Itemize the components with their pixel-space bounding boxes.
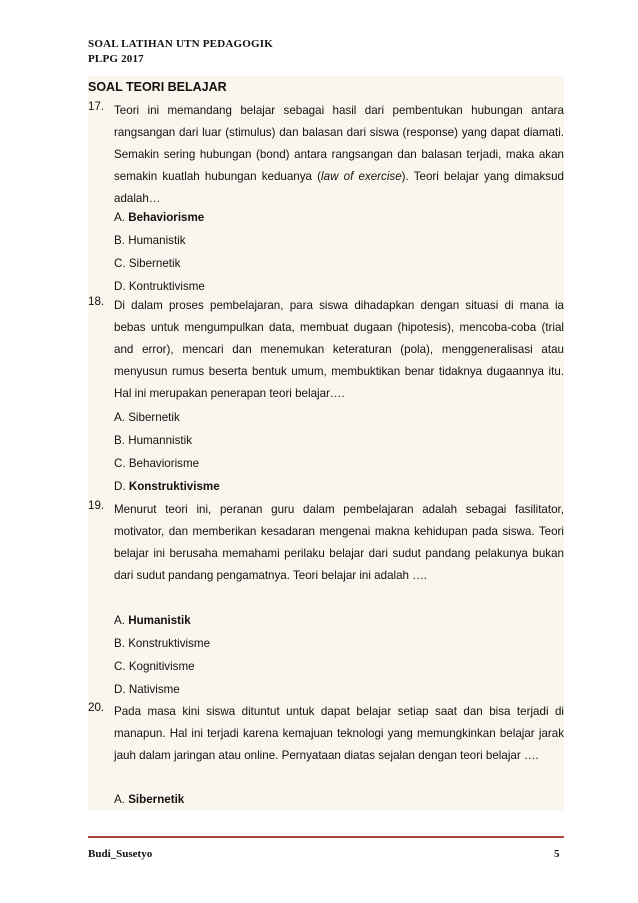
page-number: 5 bbox=[554, 848, 560, 860]
option-text: Humanistik bbox=[128, 234, 186, 247]
option-text: Konstruktivisme bbox=[128, 480, 220, 493]
footer-author: Budi_Susetyo bbox=[88, 848, 153, 860]
option-18-d: D. Konstruktivisme bbox=[114, 480, 220, 493]
option-text: Konstruktivisme bbox=[128, 637, 211, 650]
question-text: Di dalam proses pembelajaran, para siswa dihadapkan dengan situasi di mana ia bebas untuk mengumpulkan data, membuat dugaan (hipotesis), mencoba-coba (trial and error), mencari dan menemukan keteraturan (pola), menggeneralisasi atau menyusun rumus beserta bentuk umum, membuktikan benar tidaknya dugaannya itu. Hal ini merupakan penerapan teori belajar…. bbox=[114, 299, 564, 400]
option-text: Kognitivisme bbox=[128, 660, 195, 673]
option-19-a: A. Humanistik bbox=[114, 614, 191, 627]
option-17-b: B. Humanistik bbox=[114, 234, 186, 247]
option-text: Nativisme bbox=[128, 683, 180, 696]
option-text: Behaviorisme bbox=[128, 211, 205, 224]
option-18-b: B. Humannistik bbox=[114, 434, 192, 447]
header-title: SOAL LATIHAN UTN PEDAGOGIK bbox=[88, 38, 273, 50]
option-18-c: C. Behaviorisme bbox=[114, 457, 200, 470]
question-text: Pada masa kini siswa dituntut untuk dapat belajar setiap saat dan bisa terjadi di manapun. Hal ini terjadi karena kemajuan teknologi yang memungkinkan belajar jarak jauh dalam jaringan atau online. Pernyataan diatas sejalan dengan teori belajar …. bbox=[114, 705, 564, 762]
option-text: Sibernetik bbox=[128, 411, 180, 424]
option-19-d: D. Nativisme bbox=[114, 683, 180, 696]
question-17 bbox=[88, 100, 564, 210]
question-20 bbox=[88, 701, 564, 767]
option-text: Humannistik bbox=[128, 434, 192, 447]
footer-divider bbox=[88, 836, 564, 838]
question-number: 18. bbox=[88, 295, 105, 308]
document-header bbox=[88, 37, 273, 67]
option-text: Behaviorisme bbox=[128, 457, 200, 470]
question-number: 20. bbox=[88, 701, 105, 714]
section-title: SOAL TEORI BELAJAR bbox=[88, 80, 227, 94]
option-19-c: C. Kognitivisme bbox=[114, 660, 195, 673]
content-area bbox=[88, 76, 564, 810]
option-19-b: B. Konstruktivisme bbox=[114, 637, 211, 650]
header-subtitle: PLPG 2017 bbox=[88, 53, 144, 65]
question-19 bbox=[88, 499, 564, 587]
option-text: Sibernetik bbox=[128, 793, 185, 806]
option-text: Sibernetik bbox=[128, 257, 181, 270]
option-17-d: D. Kontruktivisme bbox=[114, 280, 205, 293]
question-18 bbox=[88, 295, 564, 405]
question-number: 19. bbox=[88, 499, 105, 512]
option-17-c: C. Sibernetik bbox=[114, 257, 181, 270]
option-18-a: A. Sibernetik bbox=[114, 411, 180, 424]
option-text: Humanistik bbox=[128, 614, 191, 627]
option-17-a: A. Behaviorisme bbox=[114, 211, 205, 224]
option-20-a: A. Sibernetik bbox=[114, 793, 185, 806]
question-text: Menurut teori ini, peranan guru dalam pembelajaran adalah sebagai fasilitator, motivator, dan memberikan kesadaran mengenai makna kehidupan pada siswa. Teori belajar ini berusaha memahami perilaku belajar dari sudut pandang pelakunya bukan dari sudut pandang pengamatnya. Teori belajar ini adalah …. bbox=[114, 503, 564, 582]
question-number: 17. bbox=[88, 100, 105, 113]
option-text: Kontruktivisme bbox=[128, 280, 205, 293]
question-text: Teori ini memandang belajar sebagai hasil dari pembentukan hubungan antara rangsangan dari luar (stimulus) dan balasan dari siswa (response) yang dapat diamati. Semakin sering hubungan (bond) antara rangsangan dan balasan terjadi, maka akan semakin kuatlah hubungan keduanya (law of exercise). Teori belajar yang dimaksud adalah… bbox=[114, 104, 564, 205]
